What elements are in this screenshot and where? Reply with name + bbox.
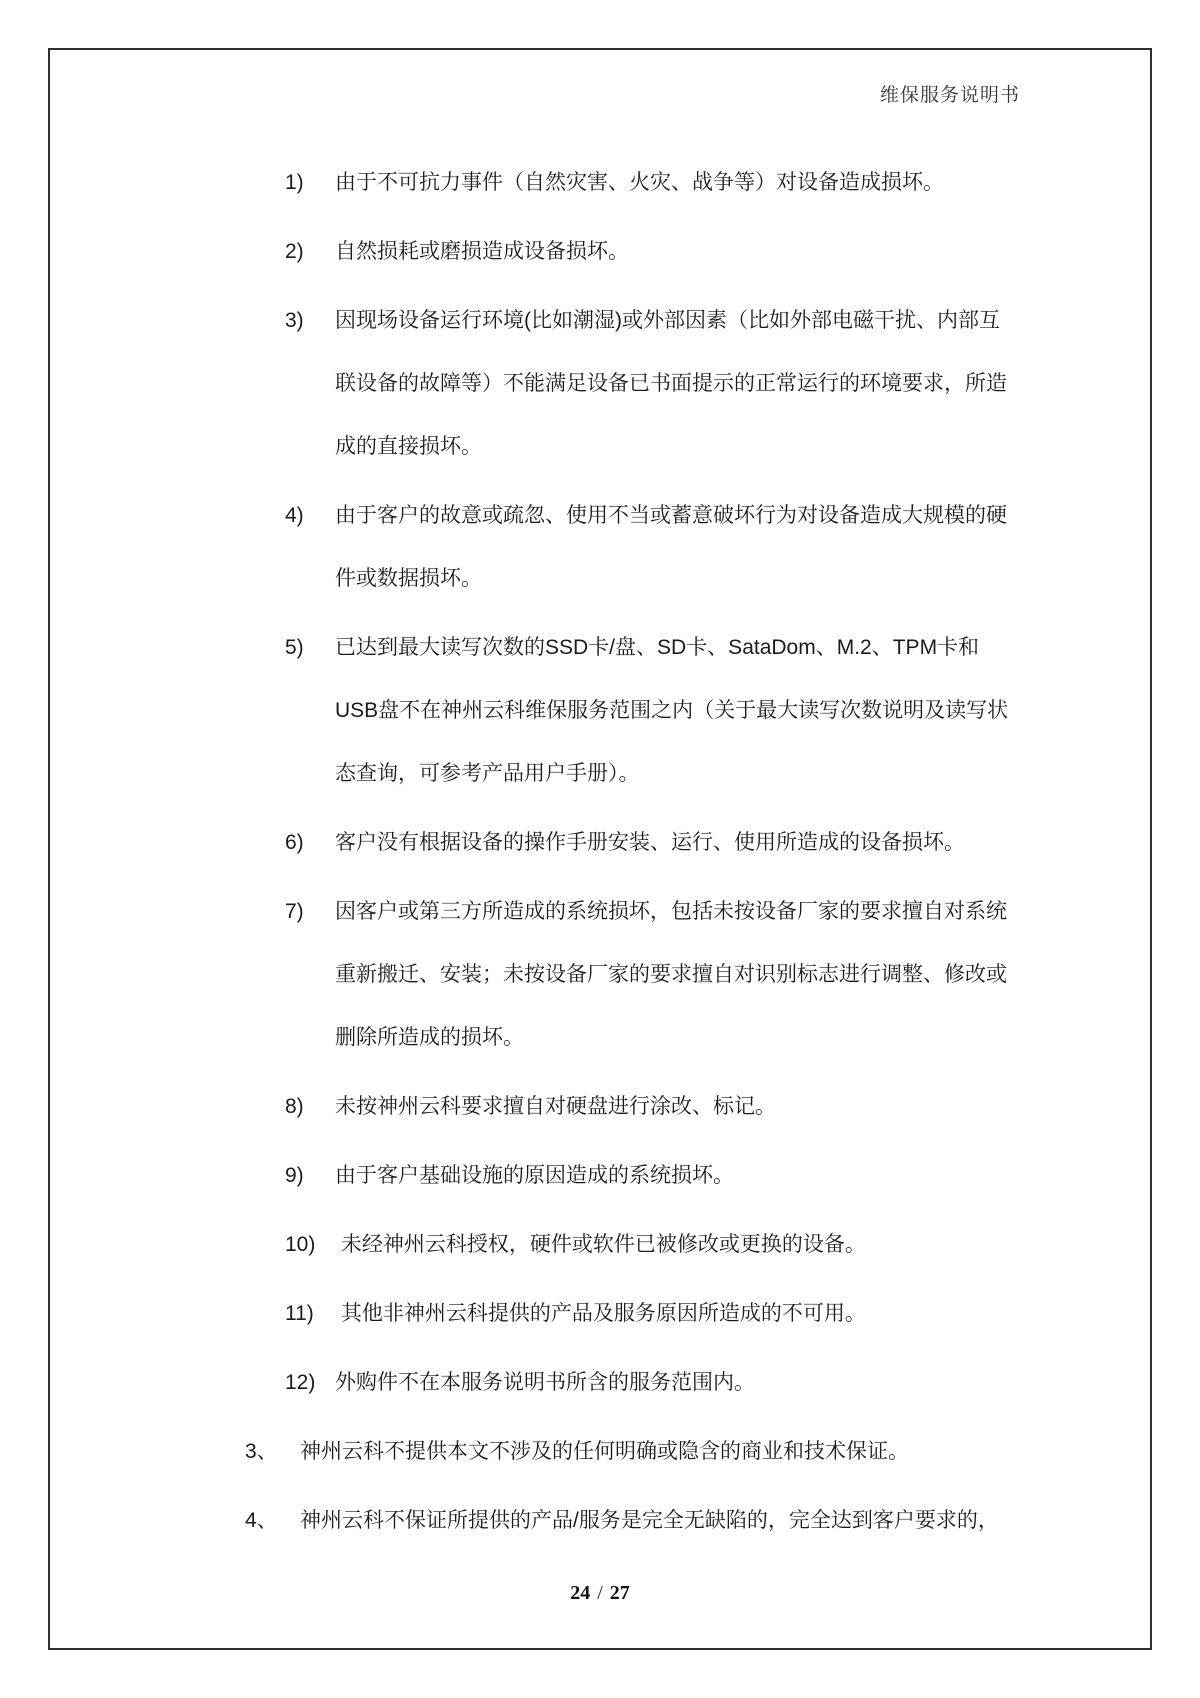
list-item-line: 由于客户基础设施的原因造成的系统损坏。	[335, 1164, 734, 1187]
list-item-number: 11)	[285, 1302, 314, 1325]
page-number	[0, 1582, 1200, 1605]
list-item	[285, 616, 1200, 805]
list-item-number: 4、	[245, 1509, 278, 1532]
list-item	[245, 1489, 1200, 1552]
list-item-line: 因现场设备运行环境(比如潮湿)或外部因素（比如外部电磁干扰、内部互	[335, 309, 1000, 332]
list-item	[285, 1213, 1200, 1276]
page-number-separator: /	[597, 1582, 603, 1604]
list-item-number: 4)	[285, 504, 304, 527]
list-item-number: 9)	[285, 1164, 304, 1187]
list-item	[285, 1144, 1200, 1207]
list-item-line: 未经神州云科授权，硬件或软件已被修改或更换的设备。	[335, 1233, 866, 1256]
list-item	[285, 1282, 1200, 1345]
current-page-number: 24	[570, 1582, 591, 1604]
list-item-line: 客户没有根据设备的操作手册安装、运行、使用所造成的设备损坏。	[335, 831, 965, 854]
header-title: 维保服务说明书	[879, 85, 1020, 106]
list-item-number: 6)	[285, 831, 304, 854]
list-item-line: 件或数据损坏。	[335, 567, 482, 590]
list-item	[285, 1351, 1200, 1414]
list-item-line: 态查询，可参考产品用户手册）。	[335, 762, 640, 785]
list-item-number: 8)	[285, 1095, 304, 1118]
list-item-line: 由于不可抗力事件（自然灾害、火灾、战争等）对设备造成损坏。	[335, 171, 944, 194]
list-item-line: 由于客户的故意或疏忽、使用不当或蓄意破坏行为对设备造成大规模的硬	[335, 504, 1007, 527]
list-item-number: 3、	[245, 1440, 278, 1463]
list-item	[285, 880, 1200, 1069]
list-item-line: 神州云科不提供本文不涉及的任何明确或隐含的商业和技术保证。	[300, 1440, 909, 1463]
list-item	[285, 484, 1200, 610]
list-item-line: 成的直接损坏。	[335, 435, 482, 458]
list-item	[285, 289, 1200, 478]
list-item-line: 联设备的故障等）不能满足设备已书面提示的正常运行的环境要求，所造	[335, 372, 1007, 395]
list-item-line: 因客户或第三方所造成的系统损坏，包括未按设备厂家的要求擅自对系统	[335, 900, 1007, 923]
exclusions-list	[0, 151, 1200, 1414]
list-item-number: 5)	[285, 636, 304, 659]
list-item	[285, 811, 1200, 874]
list-item-line: 外购件不在本服务说明书所含的服务范围内。	[335, 1371, 755, 1394]
list-item	[285, 1075, 1200, 1138]
clauses-list	[0, 1420, 1200, 1552]
list-item-number: 7)	[285, 900, 304, 923]
list-item	[285, 220, 1200, 283]
list-item-number: 1)	[285, 171, 304, 194]
list-item-line: 删除所造成的损坏。	[335, 1026, 524, 1049]
list-item-number: 2)	[285, 240, 304, 263]
list-item-line: 神州云科不保证所提供的产品/服务是完全无缺陷的，完全达到客户要求的，	[300, 1509, 999, 1532]
list-item-line: USB盘不在神州云科维保服务范围之内（关于最大读写次数说明及读写状	[335, 699, 1009, 722]
list-item-line: 其他非神州云科提供的产品及服务原因所造成的不可用。	[335, 1302, 866, 1325]
list-item-line: 自然损耗或磨损造成设备损坏。	[335, 240, 629, 263]
list-item-line: 重新搬迁、安装；未按设备厂家的要求擅自对识别标志进行调整、修改或	[335, 963, 1007, 986]
list-item-number: 12)	[285, 1371, 316, 1394]
list-item-number: 3)	[285, 309, 304, 332]
list-item-number: 10)	[285, 1233, 316, 1256]
list-item	[285, 151, 1200, 214]
list-item-line: 已达到最大读写次数的SSD卡/盘、SD卡、SataDom、M.2、TPM卡和	[335, 636, 980, 659]
total-page-number: 27	[609, 1582, 630, 1604]
page-content	[0, 151, 1200, 1558]
list-item-line: 未按神州云科要求擅自对硬盘进行涂改、标记。	[335, 1095, 776, 1118]
list-item	[245, 1420, 1200, 1483]
